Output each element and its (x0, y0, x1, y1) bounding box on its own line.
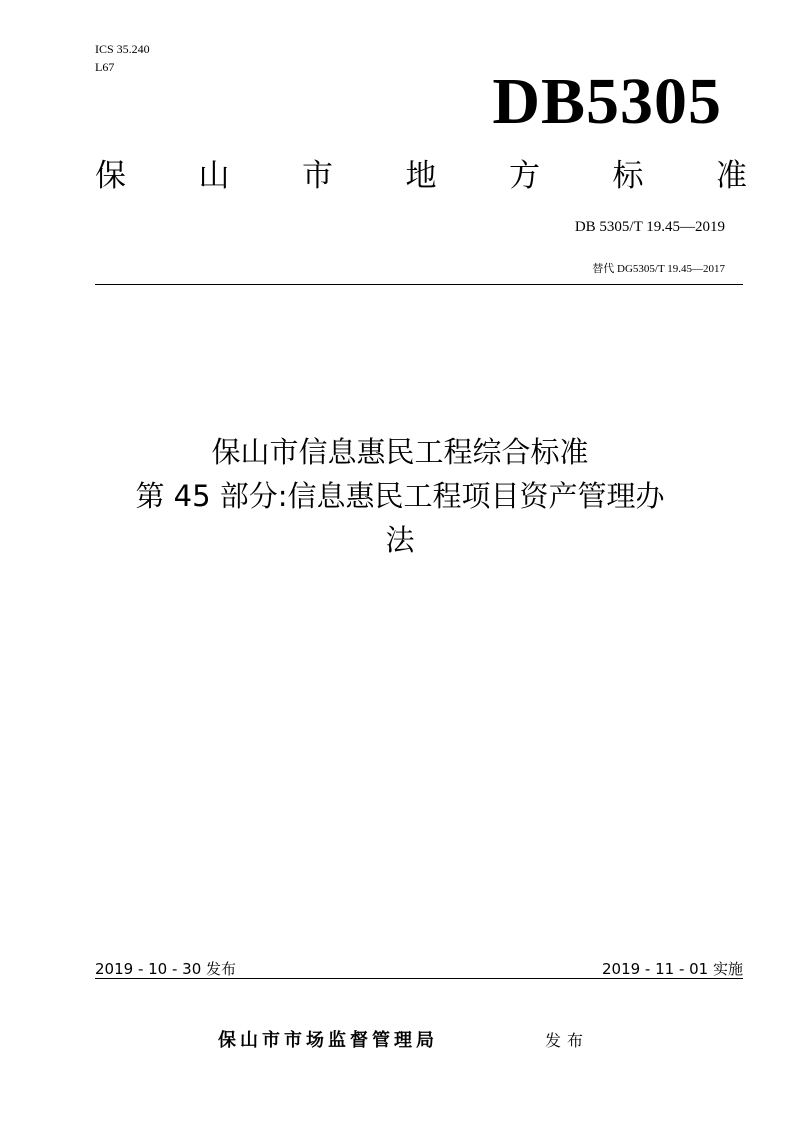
title-line-3: 法 (385, 523, 415, 557)
standard-type-char: 山 (198, 158, 230, 194)
issue-date: 2019 - 10 - 30 发布 (95, 960, 237, 978)
ccs-code: L67 (95, 60, 115, 74)
title-line-1: 保山市信息惠民工程综合标准 (211, 435, 589, 469)
issuing-authority: 保山市市场监督管理局 (218, 1030, 438, 1051)
standard-type-char: 地 (405, 158, 437, 194)
standard-type-char: 标 (612, 158, 644, 194)
title-line-2: 第 45 部分:信息惠民工程项目资产管理办 (135, 479, 665, 513)
implementation-date: 2019 - 11 - 01 实施 (601, 960, 743, 978)
ics-code: ICS 35.240 (95, 42, 150, 56)
publish-label: 发布 (545, 1031, 590, 1050)
standard-type-char: 方 (509, 158, 540, 194)
standard-type-char: 准 (716, 158, 747, 194)
document-title (80, 430, 720, 562)
header-divider (95, 284, 743, 285)
standard-code-logo: DB5305 (492, 65, 722, 138)
standard-type-char: 市 (302, 158, 333, 194)
standard-type-heading (95, 156, 747, 196)
standard-type-char: 保 (95, 158, 126, 194)
replaces-note: 替代 DG5305/T 19.45—2017 (592, 263, 725, 275)
standard-number: DB 5305/T 19.45—2019 (574, 219, 725, 235)
footer-divider (95, 978, 743, 979)
